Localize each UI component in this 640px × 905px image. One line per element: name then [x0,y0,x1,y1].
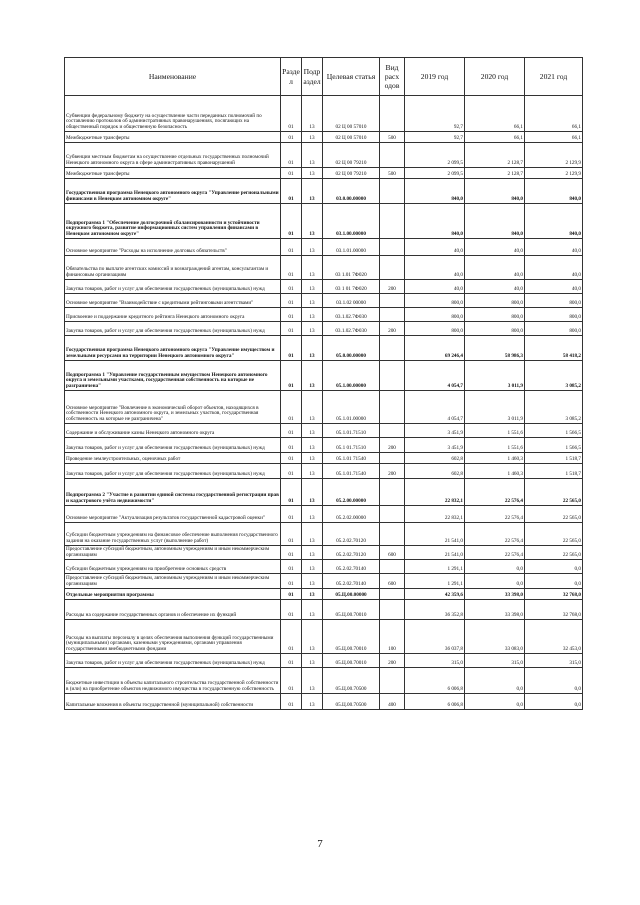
row-2019-cell: 21 541,0 [405,546,465,560]
row-razdel-cell: 01 [281,464,302,479]
budget-table [64,57,583,710]
row-target-cell: 03.1.00.00000 [323,204,380,239]
row-2020-cell: 0,0 [465,694,525,710]
row-podrazdel-cell: 13 [302,453,323,464]
table-row [65,308,583,322]
table-row [65,453,583,464]
row-2021-cell: 40,0 [525,256,583,280]
row-target-cell: 05.2.02.70120 [323,546,380,560]
row-podrazdel-cell: 13 [302,438,323,453]
row-2021-cell: 0,0 [525,694,583,710]
row-podrazdel-cell: 13 [302,391,323,424]
row-2019-cell: 315,0 [405,654,465,668]
row-podrazdel-cell: 13 [302,168,323,179]
row-vid-cell [380,308,405,322]
row-podrazdel-cell: 13 [302,620,323,654]
row-2020-cell: 1 551,6 [465,424,525,438]
row-2020-cell: 33 398,0 [465,600,525,620]
row-2020-cell: 40,0 [465,239,525,256]
row-2021-cell: 0,0 [525,560,583,574]
table-row [65,96,583,132]
table-row [65,168,583,179]
row-2020-cell: 33 083,0 [465,620,525,654]
row-2019-cell: 800,0 [405,308,465,322]
row-razdel-cell: 01 [281,391,302,424]
row-2021-cell: 800,0 [525,308,583,322]
header-razdel: Разде л [281,58,302,96]
row-2021-cell: 22 565,0 [525,546,583,560]
row-2021-cell: 3 085,2 [525,361,583,391]
row-razdel-cell: 01 [281,453,302,464]
row-target-cell: 05.1 01.71510 [323,438,380,453]
row-target-cell: 03 1 01 7Ф020 [323,280,380,294]
table-body [65,96,583,710]
row-2020-cell: 22 576,4 [465,506,525,523]
row-podrazdel-cell: 13 [302,574,323,589]
row-podrazdel-cell: 13 [302,668,323,694]
row-razdel-cell: 01 [281,280,302,294]
row-target-cell: 05.Ц.00.70500 [323,668,380,694]
row-target-cell: 05.0.00.00000 [323,336,380,361]
row-2020-cell: 66,1 [465,132,525,143]
row-2021-cell: 3 085,2 [525,391,583,424]
table-row [65,256,583,280]
row-2020-cell: 40,0 [465,280,525,294]
row-name-cell: Субсидии бюджетным учреждениям на приобретение основных средств [65,560,281,574]
row-razdel-cell: 01 [281,294,302,308]
row-vid-cell: 600 [380,574,405,589]
row-2019-cell: 2 099,5 [405,143,465,168]
row-podrazdel-cell: 13 [302,322,323,336]
row-target-cell: 05.Ц.00.70010 [323,654,380,668]
row-2019-cell: 800,0 [405,322,465,336]
row-name-cell: Закупка товаров, работ и услуг для обеспечения государственных (муниципальных) нужд [65,438,281,453]
row-vid-cell: 200 [380,464,405,479]
row-razdel-cell: 01 [281,322,302,336]
row-vid-cell: 100 [380,620,405,654]
row-podrazdel-cell: 13 [302,479,323,506]
row-2019-cell: 3 451,9 [405,424,465,438]
row-target-cell: 05.1.01.71510 [323,424,380,438]
header-2019: 2019 год [405,58,465,96]
row-vid-cell [380,179,405,204]
row-name-cell: Подпрограмма 2 "Участие в развитии единой системы государственной регистрации прав и кадастрового учёта недвижимости" [65,479,281,506]
row-2020-cell: 840,0 [465,204,525,239]
row-target-cell: 05.1.01.00000 [323,391,380,424]
row-2020-cell: 800,0 [465,308,525,322]
row-vid-cell: 600 [380,546,405,560]
row-podrazdel-cell: 13 [302,132,323,143]
row-podrazdel-cell: 13 [302,424,323,438]
row-vid-cell [380,523,405,546]
row-2021-cell: 2 129,9 [525,168,583,179]
table-row [65,560,583,574]
row-razdel-cell: 01 [281,143,302,168]
row-razdel-cell: 01 [281,179,302,204]
row-name-cell: Проведение землеустроительных, оценочных работ [65,453,281,464]
row-name-cell: Обязательства по выплате агентских комиссий и вознаграждений агентам, консультантам и финансовым организациям [65,256,281,280]
row-vid-cell [380,560,405,574]
row-razdel-cell: 01 [281,668,302,694]
row-razdel-cell: 01 [281,694,302,710]
row-name-cell: Государственная программа Ненецкого автономного округа "Управление имуществом и земельными ресурсами на территории Ненецкого автономного округа" [65,336,281,361]
row-podrazdel-cell: 13 [302,256,323,280]
row-target-cell: 05.2.02.00000 [323,506,380,523]
row-target-cell: 05.1.00.00000 [323,361,380,391]
row-2020-cell: 3 011,9 [465,391,525,424]
row-2019-cell: 36 352,8 [405,600,465,620]
row-podrazdel-cell: 13 [302,560,323,574]
row-vid-cell [380,256,405,280]
row-vid-cell: 200 [380,322,405,336]
row-razdel-cell: 01 [281,620,302,654]
table-row [65,589,583,600]
row-name-cell: Отдельные мероприятия программы [65,589,281,600]
row-podrazdel-cell: 13 [302,336,323,361]
row-2019-cell: 36 037,8 [405,620,465,654]
row-2019-cell: 4 054,7 [405,361,465,391]
row-target-cell: 05.Ц.00.00000 [323,589,380,600]
header-2020: 2020 год [465,58,525,96]
row-2021-cell: 40,0 [525,239,583,256]
row-name-cell: Основное мероприятие "Актуализация результатов государственной кадастровой оценки" [65,506,281,523]
table-row [65,336,583,361]
row-target-cell: 05.Ц.00.70010 [323,600,380,620]
row-target-cell: 03.1.01.00000 [323,239,380,256]
row-name-cell: Расходы на выплаты персоналу в целях обеспечения выполнения функций государственными (муниципальными) органами, казенными учреждениями, органами управления государственными внебюджетными фондами [65,620,281,654]
row-2019-cell: 21 541,0 [405,523,465,546]
row-name-cell: Расходы на содержание государственных органов и обеспечение их функций [65,600,281,620]
row-2019-cell: 602,8 [405,453,465,464]
table-row [65,479,583,506]
row-vid-cell [380,668,405,694]
row-2020-cell: 2 128,7 [465,143,525,168]
row-podrazdel-cell: 13 [302,654,323,668]
row-2019-cell: 3 451,9 [405,438,465,453]
row-podrazdel-cell: 13 [302,143,323,168]
row-podrazdel-cell: 13 [302,464,323,479]
row-razdel-cell: 01 [281,204,302,239]
row-name-cell: Государственная программа Ненецкого автономного округа "Управление региональными финансами в Ненецком автономном округе" [65,179,281,204]
row-vid-cell [380,336,405,361]
row-vid-cell: 200 [380,280,405,294]
row-2019-cell: 92,7 [405,132,465,143]
row-2020-cell: 1 551,6 [465,438,525,453]
table-row [65,620,583,654]
row-razdel-cell: 01 [281,600,302,620]
page-number: 7 [317,838,323,850]
row-razdel-cell: 01 [281,168,302,179]
row-razdel-cell: 01 [281,96,302,132]
row-2019-cell: 42 359,6 [405,589,465,600]
row-vid-cell: 500 [380,168,405,179]
row-razdel-cell: 01 [281,589,302,600]
row-name-cell: Основное мероприятие "Взаимодействие с кредитными рейтинговыми агентствами" [65,294,281,308]
row-2020-cell: 40,0 [465,256,525,280]
row-2019-cell: 22 832,1 [405,479,465,506]
row-podrazdel-cell: 13 [302,600,323,620]
row-2020-cell: 1 460,3 [465,464,525,479]
row-2019-cell: 92,7 [405,96,465,132]
header-name: Наименование [65,58,281,96]
row-2021-cell: 0,0 [525,574,583,589]
table-row [65,506,583,523]
row-vid-cell [380,96,405,132]
row-name-cell: Закупка товаров, работ и услуг для обеспечения государственных (муниципальных) нужд [65,280,281,294]
row-vid-cell [380,453,405,464]
row-target-cell: 02 Ц 00 57010 [323,96,380,132]
row-razdel-cell: 01 [281,523,302,546]
row-2021-cell: 22 565,0 [525,506,583,523]
row-2020-cell: 22 576,4 [465,546,525,560]
row-2020-cell: 22 576,4 [465,523,525,546]
header-target: Целевая статья [323,58,380,96]
header-2021: 2021 год [525,58,583,96]
row-razdel-cell: 01 [281,574,302,589]
row-podrazdel-cell: 13 [302,589,323,600]
row-name-cell: Предоставление субсидий бюджетным, автономным учреждениям и иным некоммерческим организациям [65,546,281,560]
table-row [65,523,583,546]
row-target-cell: 05.2.02.70120 [323,523,380,546]
row-2021-cell: 1 566,5 [525,438,583,453]
row-razdel-cell: 01 [281,438,302,453]
row-2020-cell: 22 576,4 [465,479,525,506]
row-podrazdel-cell: 13 [302,361,323,391]
row-vid-cell [380,204,405,239]
row-2019-cell: 1 291,1 [405,574,465,589]
table-row [65,204,583,239]
row-target-cell: 05.2.00.00000 [323,479,380,506]
row-2021-cell: 32 453,0 [525,620,583,654]
row-name-cell: Закупка товаров, работ и услуг для обеспечения государственных (муниципальных) нужд [65,322,281,336]
row-target-cell: 03.1.02 00000 [323,294,380,308]
row-2021-cell: 1 518,7 [525,453,583,464]
row-vid-cell [380,143,405,168]
row-2020-cell: 2 128,7 [465,168,525,179]
row-name-cell: Основное мероприятие "Расходы на исполнение долговых обязательств" [65,239,281,256]
row-2020-cell: 840,0 [465,179,525,204]
row-razdel-cell: 01 [281,336,302,361]
row-razdel-cell: 01 [281,479,302,506]
header-podrazdel: Подр аздел [302,58,323,96]
row-2021-cell: 22 565,0 [525,523,583,546]
row-2021-cell: 840,0 [525,204,583,239]
row-name-cell: Основное мероприятие "Вовлечение в экономический оборот объектов, находящихся в собственности Ненецкого автономного округа, и земельных участков, государственная собственность на которые не разграничена" [65,391,281,424]
row-target-cell: 03 1.01 7Ф020 [323,256,380,280]
table-row [65,546,583,560]
row-name-cell: Межбюджетные трансферты [65,132,281,143]
row-2019-cell: 40,0 [405,239,465,256]
row-razdel-cell: 01 [281,506,302,523]
row-podrazdel-cell: 13 [302,204,323,239]
row-2021-cell: 2 129,9 [525,143,583,168]
row-name-cell: Подпрограмма 1 "Обеспечение долгосрочной сбалансированности и устойчивости окружного бюджета, развитие информационных систем управления финансами в Ненецком автономном округе" [65,204,281,239]
header-vid: Вид расх одов [380,58,405,96]
row-2020-cell: 3 011,9 [465,361,525,391]
row-2020-cell: 0,0 [465,574,525,589]
row-podrazdel-cell: 13 [302,694,323,710]
table-row [65,132,583,143]
row-vid-cell [380,391,405,424]
row-2021-cell: 32 768,0 [525,600,583,620]
row-vid-cell [380,600,405,620]
row-2021-cell: 66,1 [525,132,583,143]
row-name-cell: Содержание и обслуживание казны Ненецкого автономного округа [65,424,281,438]
table-row [65,322,583,336]
row-vid-cell: 200 [380,438,405,453]
table-row [65,574,583,589]
row-vid-cell [380,239,405,256]
row-target-cell: 03.1.02.7Ф030 [323,322,380,336]
row-podrazdel-cell: 13 [302,294,323,308]
row-podrazdel-cell: 13 [302,506,323,523]
row-target-cell: 03.0.00.00000 [323,179,380,204]
row-2021-cell: 800,0 [525,322,583,336]
row-2020-cell: 66,1 [465,96,525,132]
row-2020-cell: 33 398,0 [465,589,525,600]
table-row [65,694,583,710]
row-2021-cell: 0,0 [525,668,583,694]
row-2020-cell: 800,0 [465,294,525,308]
row-name-cell: Присвоение и поддержание кредитного рейтинга Ненецкого автономного округа [65,308,281,322]
row-razdel-cell: 01 [281,546,302,560]
row-vid-cell [380,294,405,308]
row-2019-cell: 4 054,7 [405,391,465,424]
row-2021-cell: 840,0 [525,179,583,204]
row-vid-cell [380,589,405,600]
row-podrazdel-cell: 13 [302,523,323,546]
row-vid-cell [380,506,405,523]
row-2020-cell: 58 986,3 [465,336,525,361]
row-target-cell: 02 Ц 00 79210 [323,168,380,179]
table-row [65,464,583,479]
row-target-cell: 05.Ц.00.70010 [323,620,380,654]
row-name-cell: Субвенции местным бюджетам на осуществление отдельных государственных полномочий Ненецкого автономного округа в сфере административных правонарушений [65,143,281,168]
row-name-cell: Бюджетные инвестиции в объекты капитального строительства государственной собственности в (или) на приобретение объектов недвижимого имущества в государственную собственность [65,668,281,694]
row-2020-cell: 315,0 [465,654,525,668]
row-2020-cell: 0,0 [465,560,525,574]
row-vid-cell [380,361,405,391]
row-target-cell: 03.1.02.7Ф030 [323,308,380,322]
row-2019-cell: 602,8 [405,464,465,479]
row-2019-cell: 1 291,1 [405,560,465,574]
row-podrazdel-cell: 13 [302,179,323,204]
row-name-cell: Субвенции федеральному бюджету на осуществление части переданных полномочий по составлению протоколов об административных правонарушениях, посягающих на общественный порядок и общественную безопасность [65,96,281,132]
row-2019-cell: 40,0 [405,280,465,294]
table-row [65,143,583,168]
row-2021-cell: 315,0 [525,654,583,668]
table-row [65,424,583,438]
row-target-cell: 02 Ц 00 79210 [323,143,380,168]
row-2020-cell: 0,0 [465,668,525,694]
table-row [65,600,583,620]
row-2020-cell: 800,0 [465,322,525,336]
row-name-cell: Капитальные вложения в объекты государственной (муниципальной) собственности [65,694,281,710]
row-2021-cell: 66,1 [525,96,583,132]
row-name-cell: Подпрограмма 1 "Управление государственным имуществом Ненецкого автономного округа и земельными участками, государственная собственность на которые не разграничена" [65,361,281,391]
row-2019-cell: 840,0 [405,179,465,204]
row-2019-cell: 2 099,5 [405,168,465,179]
row-target-cell: 05.2.02.70140 [323,560,380,574]
row-2021-cell: 22 565,0 [525,479,583,506]
row-vid-cell: 400 [380,694,405,710]
table-row [65,280,583,294]
row-2019-cell: 22 832,1 [405,506,465,523]
row-name-cell: Межбюджетные трансферты [65,168,281,179]
table-row [65,294,583,308]
row-target-cell: 02 Ц 00 57010 [323,132,380,143]
row-2021-cell: 32 768,0 [525,589,583,600]
row-target-cell: 05.Ц.00.70500 [323,694,380,710]
table-row [65,391,583,424]
row-vid-cell: 200 [380,654,405,668]
row-target-cell: 05.1.01 71540 [323,453,380,464]
row-podrazdel-cell: 13 [302,239,323,256]
row-razdel-cell: 01 [281,239,302,256]
row-razdel-cell: 01 [281,361,302,391]
row-2021-cell: 40,0 [525,280,583,294]
row-razdel-cell: 01 [281,132,302,143]
row-2021-cell: 1 566,5 [525,424,583,438]
row-razdel-cell: 01 [281,308,302,322]
row-2020-cell: 1 460,3 [465,453,525,464]
row-name-cell: Закупка товаров, работ и услуг для обеспечения государственных (муниципальных) нужд [65,464,281,479]
row-2019-cell: 800,0 [405,294,465,308]
row-2019-cell: 6 006,8 [405,694,465,710]
row-name-cell: Закупка товаров, работ и услуг для обеспечения государственных (муниципальных) нужд [65,654,281,668]
row-target-cell: 05.2.02.70140 [323,574,380,589]
row-podrazdel-cell: 13 [302,546,323,560]
row-podrazdel-cell: 13 [302,280,323,294]
row-razdel-cell: 01 [281,654,302,668]
row-2019-cell: 69 246,4 [405,336,465,361]
row-name-cell: Предоставление субсидий бюджетным, автономным учреждениям и иным некоммерческим организациям [65,574,281,589]
table-header-row [65,58,583,96]
row-2021-cell: 1 518,7 [525,464,583,479]
row-podrazdel-cell: 13 [302,308,323,322]
table-row [65,239,583,256]
row-vid-cell [380,479,405,506]
row-razdel-cell: 01 [281,424,302,438]
table-row [65,361,583,391]
row-razdel-cell: 01 [281,560,302,574]
row-2019-cell: 6 006,8 [405,668,465,694]
row-vid-cell: 500 [380,132,405,143]
table-row [65,179,583,204]
row-2021-cell: 800,0 [525,294,583,308]
table-row [65,668,583,694]
table-row [65,438,583,453]
row-razdel-cell: 01 [281,256,302,280]
table-row [65,654,583,668]
row-name-cell: Субсидии бюджетным учреждениям на финансовое обеспечение выполнения государственного задания на оказание государственных услуг (выполнение работ) [65,523,281,546]
row-podrazdel-cell: 13 [302,96,323,132]
row-target-cell: 05.1.01.71540 [323,464,380,479]
row-2021-cell: 58 418,2 [525,336,583,361]
row-2019-cell: 40,0 [405,256,465,280]
row-2019-cell: 840,0 [405,204,465,239]
row-vid-cell [380,424,405,438]
